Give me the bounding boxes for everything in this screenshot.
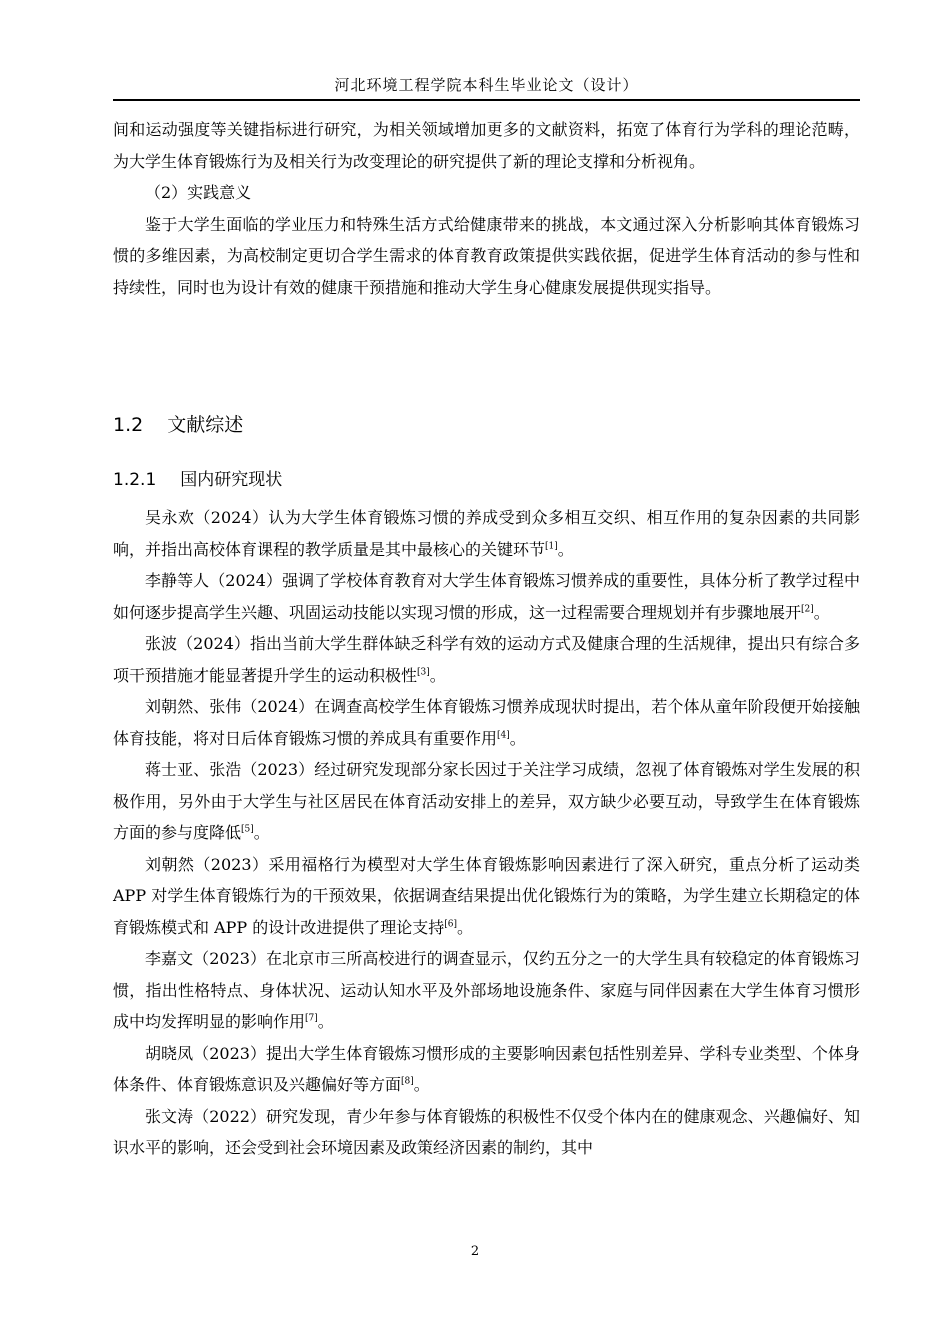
paragraph-practical-significance: 鉴于大学生面临的学业压力和特殊生活方式给健康带来的挑战，本文通过深入分析影响其体育锻炼习惯的多维因素，为高校制定更切合学生需求的体育教育政策提供实践依据，促进学生体育活动的参与性和持续性，同时也为设计有效的健康干预措施和推动大学生身心健康发展提供现实指导。 bbox=[113, 214, 860, 297]
citation-marker: [4] bbox=[497, 730, 510, 741]
citation-marker: [1] bbox=[545, 541, 558, 552]
reference-paragraph: 刘朝然、张伟（2024）在调查高校学生体育锻炼习惯养成现状时提出，若个体从童年阶段便开始接触体育技能，将对日后体育锻炼习惯的养成具有重要作用[4]。 bbox=[113, 697, 860, 748]
sub-heading-practical-significance: （2）实践意义 bbox=[145, 183, 252, 202]
citation-marker: [6] bbox=[444, 919, 458, 930]
citation-marker: [8] bbox=[401, 1076, 414, 1087]
reference-paragraph: 李嘉文（2023）在北京市三所高校进行的调查显示，仅约五分之一的大学生具有较稳定的体育锻炼习惯，指出性格特点、身体状况、运动认知水平及外部场地设施条件、家庭与同伴因素在大学生体育习惯形成中均发挥明显的影响作用[7]。 bbox=[113, 949, 860, 1031]
citation-marker: [2] bbox=[801, 604, 814, 615]
section-heading-literature-review bbox=[113, 410, 243, 437]
subsection-title: 国内研究现状 bbox=[180, 470, 283, 490]
citation-marker: [3] bbox=[417, 667, 430, 678]
header-rule bbox=[113, 99, 860, 101]
page-number: 2 bbox=[470, 1244, 480, 1259]
section-number: 1.2 bbox=[113, 414, 144, 436]
reference-paragraph: 刘朝然（2023）采用福格行为模型对大学生体育锻炼影响因素进行了深入研究，重点分析了运动类 APP 对学生体育锻炼行为的干预效果，依据调查结果提出优化锻炼行为的策略，为学生建立长期稳定的体育锻炼模式和 APP 的设计改进提供了理论支持[6]。 bbox=[113, 854, 860, 937]
paragraph-theory-continued: 间和运动强度等关键指标进行研究，为相关领域增加更多的文献资料，拓宽了体育行为学科的理论范畴，为大学生体育锻炼行为及相关行为改变理论的研究提供了新的理论支撑和分析视角。 bbox=[113, 120, 860, 171]
running-header: 河北环境工程学院本科生毕业论文（设计） bbox=[334, 76, 639, 94]
subsection-number: 1.2.1 bbox=[113, 470, 157, 490]
reference-paragraph: 张文涛（2022）研究发现，青少年参与体育锻炼的积极性不仅受个体内在的健康观念、兴趣偏好、知识水平的影响，还会受到社会环境因素及政策经济因素的制约，其中 bbox=[113, 1106, 860, 1157]
reference-paragraph: 张波（2024）指出当前大学生群体缺乏科学有效的运动方式及健康合理的生活规律，提出只有综合多项干预措施才能显著提升学生的运动积极性[3]。 bbox=[113, 634, 860, 685]
reference-paragraph: 吴永欢（2024）认为大学生体育锻炼习惯的养成受到众多相互交织、相互作用的复杂因素的共同影响，并指出高校体育课程的教学质量是其中最核心的关键环节[1]。 bbox=[113, 508, 860, 559]
intro-section bbox=[113, 114, 860, 303]
citation-marker: [5] bbox=[241, 824, 254, 835]
section-title: 文献综述 bbox=[167, 414, 244, 436]
reference-paragraph: 蒋士亚、张浩（2023）经过研究发现部分家长因过于关注学习成绩，忽视了体育锻炼对学生发展的积极作用，另外由于大学生与社区居民在体育活动安排上的差异，双方缺少必要互动，导致学生在体育锻炼方面的参与度降低[5]。 bbox=[113, 760, 860, 842]
reference-paragraph: 李静等人（2024）强调了学校体育教育对大学生体育锻炼习惯养成的重要性，具体分析了教学过程中如何逐步提高学生兴趣、巩固运动技能以实现习惯的形成，这一过程需要合理规划并有步骤地展开[2]。 bbox=[113, 571, 860, 622]
subsection-heading-domestic-research bbox=[113, 465, 282, 490]
citation-marker: [7] bbox=[305, 1013, 318, 1024]
reference-paragraph: 胡晓凤（2023）提出大学生体育锻炼习惯形成的主要影响因素包括性别差异、学科专业类型、个体身体条件、体育锻炼意识及兴趣偏好等方面[8]。 bbox=[113, 1043, 860, 1094]
domestic-research-section bbox=[113, 502, 860, 1164]
